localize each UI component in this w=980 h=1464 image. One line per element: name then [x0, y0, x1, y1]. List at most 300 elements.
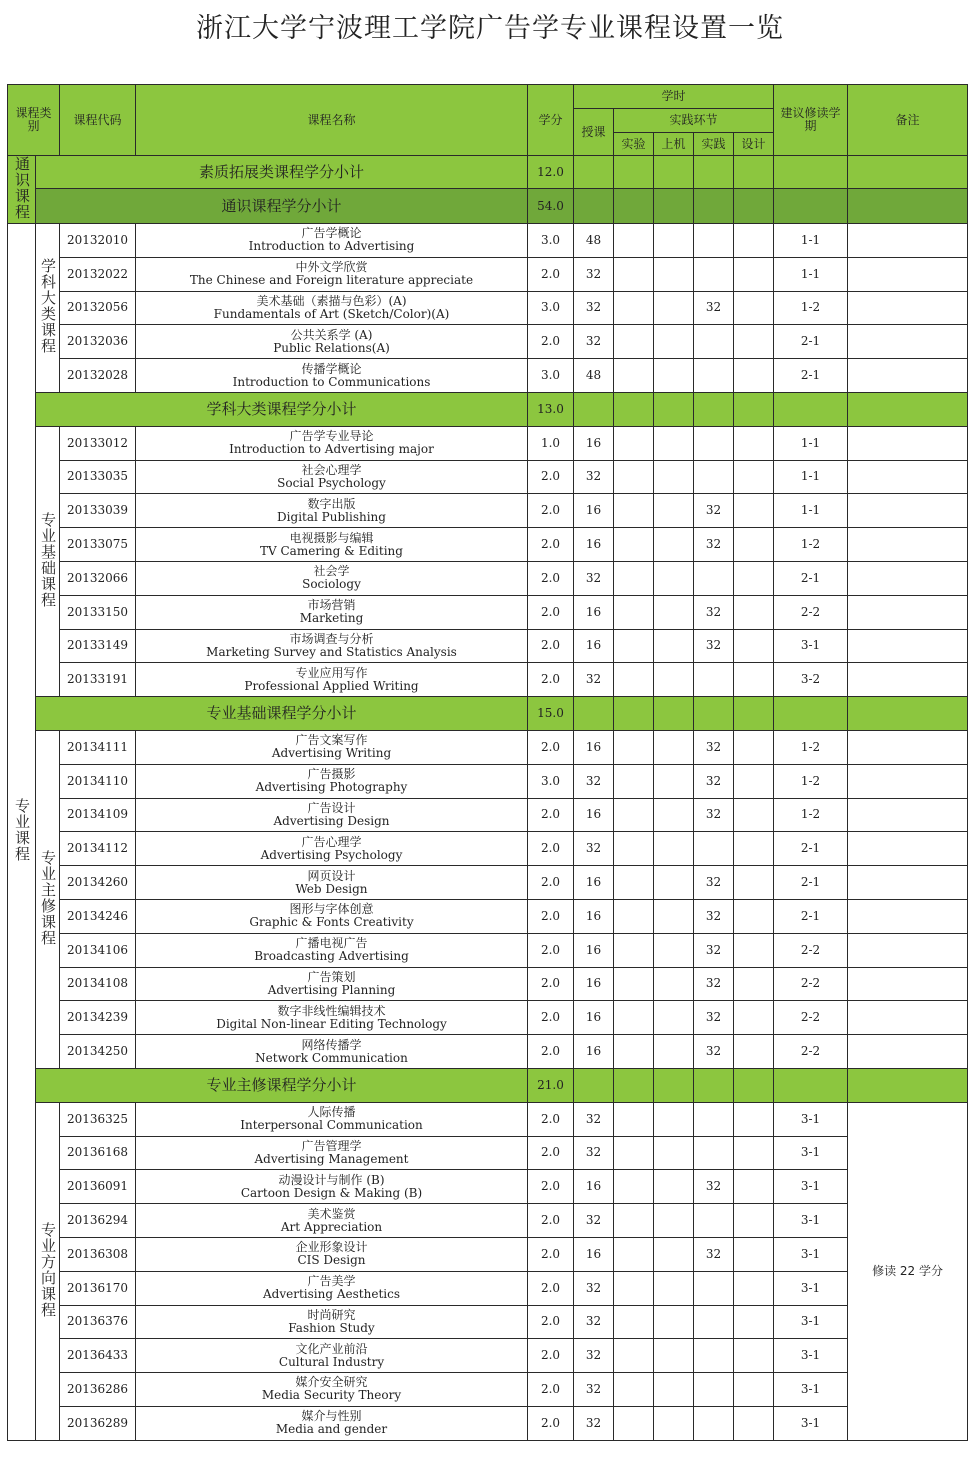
- course-term: 3-1: [774, 1373, 848, 1407]
- empty-cell: [734, 967, 774, 1001]
- empty-cell: [734, 1339, 774, 1373]
- course-credit: 2.0: [528, 663, 574, 697]
- empty-cell: [848, 257, 968, 291]
- course-credit: 2.0: [528, 1237, 574, 1271]
- empty-cell: [614, 1305, 654, 1339]
- course-term: 3-1: [774, 629, 848, 663]
- empty-cell: [734, 359, 774, 393]
- empty-cell: [654, 426, 694, 460]
- course-name-en: Social Psychology: [277, 475, 386, 490]
- course-name: [136, 866, 528, 900]
- course-name: [136, 1170, 528, 1204]
- course-credit: 2.0: [528, 798, 574, 832]
- empty-cell: [614, 1339, 654, 1373]
- empty-cell: [614, 1136, 654, 1170]
- course-credit: 2.0: [528, 1339, 574, 1373]
- empty-cell: [654, 359, 694, 393]
- course-practice-hours: [694, 1136, 734, 1170]
- course-name-en: Media Security Theory: [261, 1388, 402, 1403]
- course-practice-hours: 32: [694, 595, 734, 629]
- course-credit: 2.0: [528, 1373, 574, 1407]
- subtotal-credit: 15.0: [528, 697, 574, 731]
- empty-cell: [654, 866, 694, 900]
- empty-cell: [654, 1204, 694, 1238]
- header-practice-group: 实践环节: [614, 109, 774, 133]
- empty-cell: [774, 1068, 848, 1102]
- subtotal-row: [8, 697, 968, 731]
- empty-cell: [654, 561, 694, 595]
- general-subtotal-row: [8, 156, 968, 189]
- empty-cell: [654, 1001, 694, 1035]
- empty-cell: [654, 933, 694, 967]
- course-term: 1-1: [774, 460, 848, 494]
- course-name-en: Network Communication: [255, 1050, 408, 1065]
- course-row: [8, 359, 968, 393]
- empty-cell: [694, 697, 734, 731]
- course-name-cn: 公共关系学 (A): [290, 327, 373, 342]
- header-lecture: 授课: [574, 109, 614, 156]
- header-term: 建议修读学期: [774, 85, 848, 156]
- empty-cell: [848, 933, 968, 967]
- course-name-cn: 市场营销: [307, 598, 356, 613]
- empty-cell: [614, 967, 654, 1001]
- course-term: 1-2: [774, 528, 848, 562]
- empty-cell: [654, 1068, 694, 1102]
- empty-cell: [734, 1406, 774, 1440]
- course-code: 20132036: [60, 325, 136, 359]
- course-row: [8, 1271, 968, 1305]
- empty-cell: [734, 832, 774, 866]
- empty-cell: [614, 832, 654, 866]
- course-term: 2-1: [774, 832, 848, 866]
- course-term: 1-2: [774, 291, 848, 325]
- empty-cell: [848, 291, 968, 325]
- group-category: 专业方向课程: [36, 1102, 60, 1440]
- course-term: 2-2: [774, 595, 848, 629]
- course-practice-hours: [694, 1305, 734, 1339]
- course-name: [136, 764, 528, 798]
- course-name-cn: 广告美学: [307, 1274, 356, 1289]
- general-total-row: [8, 189, 968, 224]
- course-term: 2-2: [774, 1035, 848, 1069]
- course-lecture-hours: 16: [574, 967, 614, 1001]
- empty-cell: [734, 561, 774, 595]
- empty-cell: [614, 933, 654, 967]
- course-table: [7, 84, 968, 1441]
- course-name-cn: 网络传播学: [301, 1037, 362, 1052]
- course-term: 3-1: [774, 1271, 848, 1305]
- course-name: [136, 1102, 528, 1136]
- course-practice-hours: 32: [694, 494, 734, 528]
- header-computer: 上机: [654, 133, 694, 156]
- empty-cell: [614, 595, 654, 629]
- empty-cell: [614, 1001, 654, 1035]
- course-code: 20136294: [60, 1204, 136, 1238]
- empty-cell: [734, 1373, 774, 1407]
- empty-cell: [848, 798, 968, 832]
- empty-cell: [848, 494, 968, 528]
- course-row: [8, 1136, 968, 1170]
- course-code: 20134110: [60, 764, 136, 798]
- course-row: [8, 494, 968, 528]
- course-name-cn: 广告学概论: [301, 226, 362, 241]
- course-credit: 2.0: [528, 561, 574, 595]
- course-credit: 2.0: [528, 899, 574, 933]
- course-credit: 2.0: [528, 528, 574, 562]
- course-lecture-hours: 32: [574, 1373, 614, 1407]
- empty-cell: [614, 730, 654, 764]
- course-lecture-hours: 16: [574, 1001, 614, 1035]
- course-name: [136, 1339, 528, 1373]
- course-code: 20134111: [60, 730, 136, 764]
- empty-cell: [734, 1035, 774, 1069]
- course-term: 2-2: [774, 933, 848, 967]
- empty-cell: [654, 291, 694, 325]
- course-term: 1-2: [774, 730, 848, 764]
- course-code: 20133012: [60, 426, 136, 460]
- empty-cell: [654, 832, 694, 866]
- course-term: 1-1: [774, 257, 848, 291]
- course-row: [8, 798, 968, 832]
- course-term: 2-1: [774, 561, 848, 595]
- header-remark: 备注: [848, 85, 968, 156]
- course-credit: 2.0: [528, 325, 574, 359]
- course-credit: 2.0: [528, 460, 574, 494]
- course-name: [136, 629, 528, 663]
- empty-cell: [614, 325, 654, 359]
- course-lecture-hours: 32: [574, 1102, 614, 1136]
- course-name-cn: 中外文学欣赏: [295, 260, 368, 275]
- course-name-cn: 传播学概论: [301, 361, 362, 376]
- course-lecture-hours: 16: [574, 494, 614, 528]
- course-practice-hours: [694, 663, 734, 697]
- empty-cell: [734, 1170, 774, 1204]
- course-row: [8, 933, 968, 967]
- course-name-en: CIS Design: [297, 1253, 366, 1268]
- course-credit: 2.0: [528, 1170, 574, 1204]
- course-lecture-hours: 32: [574, 1204, 614, 1238]
- course-name: [136, 1406, 528, 1440]
- course-term: 2-1: [774, 359, 848, 393]
- course-lecture-hours: 32: [574, 325, 614, 359]
- course-name: [136, 1271, 528, 1305]
- course-name: [136, 528, 528, 562]
- course-code: 20133035: [60, 460, 136, 494]
- empty-cell: [848, 325, 968, 359]
- course-row: [8, 1204, 968, 1238]
- empty-cell: [654, 697, 694, 731]
- course-row: [8, 866, 968, 900]
- header-experiment: 实验: [614, 133, 654, 156]
- course-practice-hours: 32: [694, 798, 734, 832]
- course-name: [136, 561, 528, 595]
- course-name-en: Marketing Survey and Statistics Analysis: [206, 644, 457, 659]
- empty-cell: [734, 730, 774, 764]
- course-name-en: Public Relations(A): [273, 340, 390, 355]
- empty-cell: [614, 1102, 654, 1136]
- course-term: 3-1: [774, 1406, 848, 1440]
- course-row: [8, 629, 968, 663]
- course-lecture-hours: 16: [574, 1237, 614, 1271]
- course-practice-hours: 32: [694, 629, 734, 663]
- course-term: 3-1: [774, 1339, 848, 1373]
- empty-cell: [574, 392, 614, 426]
- course-lecture-hours: 16: [574, 528, 614, 562]
- course-name-en: Introduction to Communications: [232, 374, 431, 389]
- empty-cell: [654, 663, 694, 697]
- course-practice-hours: [694, 1102, 734, 1136]
- course-credit: 2.0: [528, 1001, 574, 1035]
- course-code: 20134250: [60, 1035, 136, 1069]
- course-lecture-hours: 32: [574, 1339, 614, 1373]
- course-term: 1-1: [774, 224, 848, 258]
- course-code: 20136286: [60, 1373, 136, 1407]
- course-credit: 2.0: [528, 866, 574, 900]
- course-remark: 修读 22 学分: [848, 1102, 968, 1440]
- course-lecture-hours: 16: [574, 730, 614, 764]
- empty-cell: [614, 1373, 654, 1407]
- course-name: [136, 899, 528, 933]
- course-lecture-hours: 32: [574, 291, 614, 325]
- empty-cell: [654, 730, 694, 764]
- course-name-en: Cultural Industry: [278, 1354, 385, 1369]
- course-name-cn: 社会心理学: [301, 462, 362, 477]
- empty-cell: [654, 1102, 694, 1136]
- course-term: 1-2: [774, 764, 848, 798]
- empty-cell: [614, 629, 654, 663]
- empty-cell: [654, 1406, 694, 1440]
- course-code: 20132028: [60, 359, 136, 393]
- empty-cell: [614, 359, 654, 393]
- empty-cell: [848, 426, 968, 460]
- course-name-en: Advertising Planning: [267, 982, 396, 997]
- course-name-en: Sociology: [302, 577, 361, 592]
- course-name: [136, 291, 528, 325]
- course-name: [136, 967, 528, 1001]
- course-code: 20136308: [60, 1237, 136, 1271]
- course-lecture-hours: 16: [574, 1170, 614, 1204]
- course-lecture-hours: 48: [574, 359, 614, 393]
- empty-cell: [848, 595, 968, 629]
- empty-cell: [614, 224, 654, 258]
- course-name-en: Interpersonal Communication: [240, 1118, 423, 1133]
- course-name: [136, 494, 528, 528]
- empty-cell: [734, 899, 774, 933]
- empty-cell: [848, 899, 968, 933]
- course-row: [8, 561, 968, 595]
- course-row: [8, 764, 968, 798]
- subtotal-label: 素质拓展类课程学分小计: [36, 156, 528, 189]
- empty-cell: [734, 595, 774, 629]
- course-name-en: The Chinese and Foreign literature appreciate: [189, 273, 474, 288]
- empty-cell: [734, 1271, 774, 1305]
- course-name-cn: 媒介与性别: [301, 1409, 362, 1424]
- course-credit: 2.0: [528, 1271, 574, 1305]
- course-credit: 2.0: [528, 257, 574, 291]
- empty-cell: [614, 561, 654, 595]
- empty-cell: [614, 257, 654, 291]
- course-code: 20136325: [60, 1102, 136, 1136]
- empty-cell: [654, 494, 694, 528]
- empty-cell: [734, 1102, 774, 1136]
- subtotal-row: [8, 392, 968, 426]
- course-row: [8, 1305, 968, 1339]
- course-lecture-hours: 16: [574, 629, 614, 663]
- empty-cell: [848, 866, 968, 900]
- course-name-cn: 美术基础（素描与色彩）(A): [256, 293, 407, 308]
- course-name: [136, 1136, 528, 1170]
- course-name: [136, 426, 528, 460]
- empty-cell: [848, 1035, 968, 1069]
- empty-cell: [848, 1068, 968, 1102]
- empty-cell: [848, 832, 968, 866]
- course-name: [136, 1001, 528, 1035]
- empty-cell: [574, 697, 614, 731]
- course-lecture-hours: 16: [574, 933, 614, 967]
- empty-cell: [614, 426, 654, 460]
- empty-cell: [734, 426, 774, 460]
- course-row: [8, 224, 968, 258]
- course-practice-hours: 32: [694, 1170, 734, 1204]
- course-practice-hours: 32: [694, 866, 734, 900]
- course-lecture-hours: 16: [574, 798, 614, 832]
- course-practice-hours: 32: [694, 1237, 734, 1271]
- course-name-cn: 时尚研究: [307, 1307, 356, 1322]
- header-category: 课程类别: [8, 85, 60, 156]
- empty-cell: [848, 764, 968, 798]
- subtotal-label: 专业主修课程学分小计: [36, 1068, 528, 1102]
- course-name-cn: 广告管理学: [301, 1138, 362, 1153]
- course-row: [8, 1237, 968, 1271]
- course-name-cn: 数字出版: [307, 496, 356, 511]
- empty-cell: [614, 291, 654, 325]
- empty-cell: [734, 1001, 774, 1035]
- course-name: [136, 1237, 528, 1271]
- empty-cell: [848, 730, 968, 764]
- course-name-en: Advertising Psychology: [260, 847, 403, 862]
- course-name-en: Advertising Aesthetics: [263, 1287, 400, 1302]
- course-practice-hours: [694, 1204, 734, 1238]
- course-name-cn: 企业形象设计: [295, 1240, 368, 1255]
- empty-cell: [614, 663, 654, 697]
- course-lecture-hours: 32: [574, 1136, 614, 1170]
- course-credit: 2.0: [528, 933, 574, 967]
- course-row: [8, 832, 968, 866]
- course-practice-hours: [694, 460, 734, 494]
- course-name: [136, 595, 528, 629]
- course-credit: 3.0: [528, 291, 574, 325]
- course-name-cn: 图形与字体创意: [289, 902, 374, 917]
- course-credit: 1.0: [528, 426, 574, 460]
- course-row: [8, 426, 968, 460]
- empty-cell: [654, 764, 694, 798]
- empty-cell: [734, 528, 774, 562]
- empty-cell: [774, 697, 848, 731]
- course-name-en: Graphic & Fonts Creativity: [249, 915, 414, 930]
- empty-cell: [734, 325, 774, 359]
- course-name-en: Advertising Design: [273, 813, 390, 828]
- course-practice-hours: [694, 561, 734, 595]
- course-name: [136, 663, 528, 697]
- course-name-en: Digital Non-linear Editing Technology: [216, 1016, 447, 1031]
- course-name-cn: 人际传播: [307, 1105, 356, 1120]
- course-term: 3-1: [774, 1237, 848, 1271]
- course-term: 2-1: [774, 325, 848, 359]
- empty-cell: [734, 1136, 774, 1170]
- course-lecture-hours: 32: [574, 1271, 614, 1305]
- course-name-en: Art Appreciation: [280, 1219, 383, 1234]
- course-row: [8, 595, 968, 629]
- subtotal-row: [8, 1068, 968, 1102]
- course-credit: 2.0: [528, 1136, 574, 1170]
- course-code: 20133150: [60, 595, 136, 629]
- course-name: [136, 257, 528, 291]
- course-name-cn: 动漫设计与制作 (B): [278, 1172, 385, 1187]
- course-code: 20136091: [60, 1170, 136, 1204]
- course-row: [8, 1102, 968, 1136]
- course-name-cn: 美术鉴赏: [307, 1206, 356, 1221]
- course-lecture-hours: 32: [574, 663, 614, 697]
- course-credit: 2.0: [528, 1102, 574, 1136]
- course-credit: 2.0: [528, 629, 574, 663]
- empty-cell: [614, 1406, 654, 1440]
- course-name: [136, 832, 528, 866]
- course-code: 20133039: [60, 494, 136, 528]
- course-name-cn: 电视摄影与编辑: [289, 530, 374, 545]
- empty-cell: [848, 663, 968, 697]
- course-term: 2-1: [774, 899, 848, 933]
- course-credit: 2.0: [528, 1406, 574, 1440]
- header-hours: 学时: [574, 85, 774, 109]
- course-lecture-hours: 32: [574, 1305, 614, 1339]
- empty-cell: [654, 257, 694, 291]
- course-row: [8, 967, 968, 1001]
- course-name-en: TV Camering & Editing: [260, 543, 403, 558]
- course-credit: 2.0: [528, 1035, 574, 1069]
- course-code: 20134246: [60, 899, 136, 933]
- empty-cell: [654, 1136, 694, 1170]
- empty-cell: [654, 967, 694, 1001]
- empty-cell: [694, 1068, 734, 1102]
- empty-cell: [774, 392, 848, 426]
- course-name-cn: 社会学: [313, 564, 350, 579]
- course-name-cn: 市场调查与分析: [289, 631, 374, 646]
- course-row: [8, 1035, 968, 1069]
- course-practice-hours: [694, 1271, 734, 1305]
- course-name: [136, 1204, 528, 1238]
- course-code: 20134109: [60, 798, 136, 832]
- subtotal-credit: 54.0: [528, 189, 574, 224]
- course-name-cn: 广告摄影: [307, 767, 356, 782]
- empty-cell: [654, 392, 694, 426]
- course-practice-hours: 32: [694, 933, 734, 967]
- empty-cell: [654, 325, 694, 359]
- subtotal-credit: 12.0: [528, 156, 574, 189]
- empty-cell: [734, 224, 774, 258]
- course-row: [8, 257, 968, 291]
- empty-cell: [848, 697, 968, 731]
- header-code: 课程代码: [60, 85, 136, 156]
- empty-cell: [848, 528, 968, 562]
- course-code: 20133149: [60, 629, 136, 663]
- course-lecture-hours: 48: [574, 224, 614, 258]
- course-lecture-hours: 32: [574, 764, 614, 798]
- course-name-cn: 广告文案写作: [295, 733, 368, 748]
- empty-cell: [848, 561, 968, 595]
- course-lecture-hours: 16: [574, 595, 614, 629]
- empty-cell: [734, 629, 774, 663]
- course-row: [8, 1339, 968, 1373]
